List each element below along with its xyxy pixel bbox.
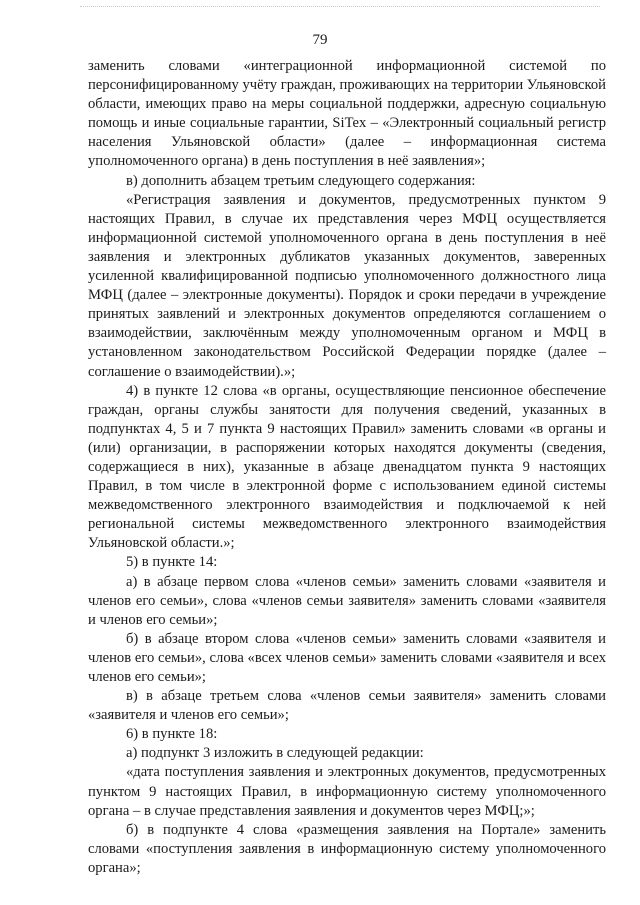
page-number: 79 xyxy=(312,32,328,48)
paragraph: 4) в пункте 12 слова «в органы, осуществляющие пенсионное обеспечение граждан, органы службы занятости для получения сведений, указанных в подпунктах 4, 5 и 7 пункта 9 настоящих Правил» заменить словами «в органы и (или) организации, в распоряжении которых находятся документы (сведения, содержащиеся в них), указанные в абзаце двенадцатом пункта 9 настоящих Правил, в том числе в электронной форме с использованием единой системы межведомственного электронного взаимодействия и подключаемой к ней региональной системы межведомственного электронного взаимодействия Ульяновской области.»; xyxy=(88,382,606,552)
paragraph: а) подпункт 3 изложить в следующей редакции: xyxy=(126,745,424,762)
paragraph: «дата поступления заявления и электронных документов, предусмотренных пунктом 9 настоящих Правил, в информационную систему уполномоченного органа – в случае представления заявления и документов через МФЦ;»; xyxy=(88,764,606,819)
scan-edge-artifact xyxy=(80,6,600,8)
paragraph: б) в абзаце втором слова «членов семьи» заменить словами «заявителя и членов его семьи», слова «всех членов семьи» заменить словами «заявителя и всех членов его семьи»; xyxy=(88,630,606,685)
paragraph: заменить словами «интеграционной информационной системой по персонифицированному учёту граждан, проживающих на территории Ульяновской области, имеющих право на меры социальной поддержки, адресную социальную помощь и иные социальные гарантии, SiTex – «Электронный социальный регистр населения Ульяновской области» (далее – информационная система уполномоченного органа) в день поступления в неё заявления»; xyxy=(88,58,606,170)
paragraph: 6) в пункте 18: xyxy=(126,726,218,743)
paragraph: в) в абзаце третьем слова «членов семьи заявителя» заменить словами «заявителя и членов его семьи»; xyxy=(88,688,606,724)
paragraph: б) в подпункте 4 слова «размещения заявления на Портале» заменить словами «поступления заявления в информационную систему уполномоченного органа»; xyxy=(88,821,606,876)
paragraph: в) дополнить абзацем третьим следующего содержания: xyxy=(126,172,476,189)
paragraph: а) в абзаце первом слова «членов семьи» заменить словами «заявителя и членов его семьи», слова «членов семьи заявителя» заменить словами «заявителя и членов его семьи»; xyxy=(88,573,606,628)
paragraph: «Регистрация заявления и документов, предусмотренных пунктом 9 настоящих Правил, в случае их представления через МФЦ осуществляется информационной системой уполномоченного органа в день поступления в неё заявления и электронных дубликатов указанных документов, заверенных усиленной квалифицированной подписью уполномоченного должностного лица МФЦ (далее – электронные документы). Порядок и сроки передачи в учреждение принятых заявлений и электронных документов определяются соглашением о взаимодействии, заключённым между уполномоченным органом и МФЦ в установленном законодательством Российской Федерации порядке (далее – соглашение о взаимодействии).»; xyxy=(88,191,606,380)
paragraph: 5) в пункте 14: xyxy=(126,554,218,571)
document-body xyxy=(88,57,606,878)
